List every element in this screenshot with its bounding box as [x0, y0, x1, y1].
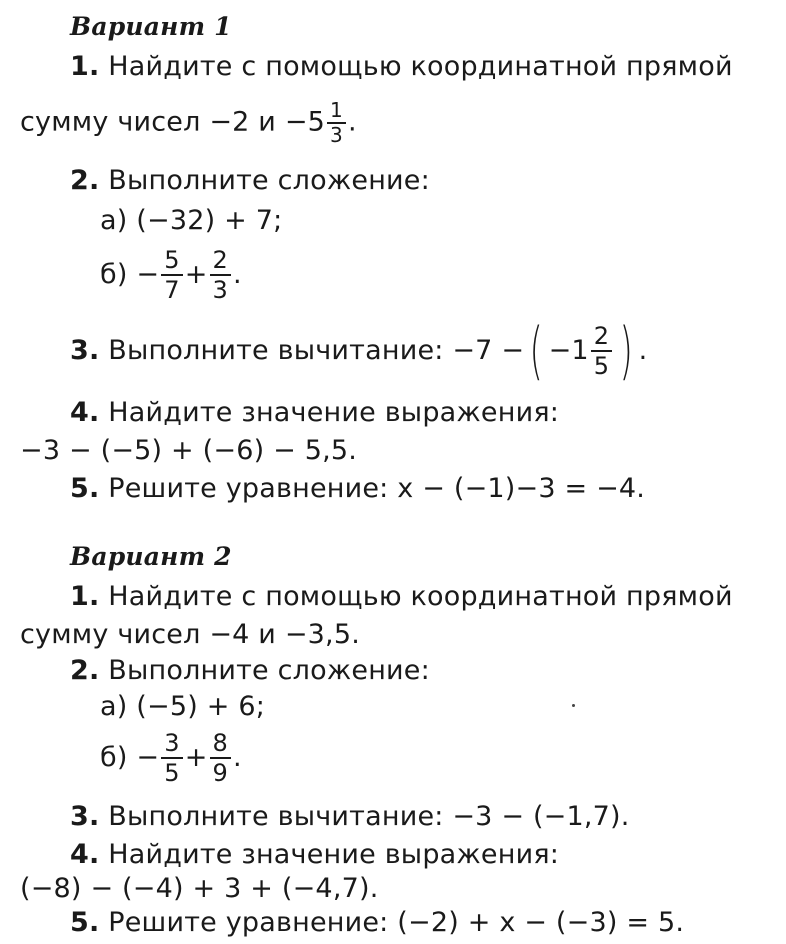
v2-task-2a: а) (−5) + 6; — [100, 691, 265, 722]
task-text: Найдите с помощью координатной прямой — [108, 51, 733, 82]
v2-task-5 — [70, 908, 684, 938]
v1-task-3 — [70, 316, 647, 386]
v1-task-5 — [70, 474, 645, 504]
item-label: б) — [100, 742, 128, 773]
task-number: 2. — [70, 165, 100, 196]
v2-task-3 — [70, 802, 630, 832]
punctuation: . — [233, 259, 242, 290]
fraction-numerator: 3 — [161, 730, 182, 759]
equation: x − (−1)−3 = −4. — [397, 473, 646, 504]
expression: −3 − (−1,7). — [452, 801, 630, 832]
task-number: 5. — [70, 473, 100, 504]
task-text: Найдите с помощью координатной прямой — [108, 581, 733, 612]
task-text: сумму чисел −2 и −5 — [20, 106, 326, 138]
v1-task-4 — [70, 398, 559, 428]
v1-task-2 — [70, 166, 430, 196]
fraction-denominator: 9 — [212, 759, 229, 787]
v1-task-1-line-1 — [70, 52, 776, 82]
fraction — [161, 247, 182, 303]
v2-task-4 — [70, 840, 559, 870]
minus-sign: − — [136, 259, 160, 290]
open-paren: ( — [529, 314, 544, 387]
fraction-denominator: 3 — [330, 123, 343, 147]
fraction — [591, 323, 612, 379]
task-number: 4. — [70, 397, 100, 428]
variant-1-heading: Вариант 1 — [70, 12, 232, 41]
fraction-numerator: 8 — [210, 730, 231, 759]
v1-task-2a: а) (−32) + 7; — [100, 205, 283, 236]
fraction-numerator: 5 — [161, 247, 182, 276]
fraction-numerator: 1 — [327, 100, 346, 124]
plus-sign: + — [184, 742, 208, 773]
task-number: 1. — [70, 581, 100, 612]
fraction — [210, 730, 231, 786]
fraction-numerator: 2 — [591, 323, 612, 352]
task-number: 2. — [70, 655, 100, 686]
task-text: Найдите значение выражения: — [108, 839, 560, 870]
v2-task-2b — [100, 728, 242, 788]
v1-task-1-line-2 — [20, 100, 357, 146]
close-paren: ) — [619, 314, 634, 387]
plus-sign: + — [184, 259, 208, 290]
equation: (−2) + x − (−3) = 5. — [397, 907, 685, 938]
task-number: 1. — [70, 51, 100, 82]
fraction — [210, 247, 231, 303]
task-text: Выполните сложение: — [108, 165, 430, 196]
task-number: 3. — [70, 801, 100, 832]
punctuation: . — [638, 335, 648, 366]
v2-task-1-line-2: сумму чисел −4 и −3,5. — [20, 619, 360, 650]
task-number: 4. — [70, 839, 100, 870]
v1-task-4-expression: −3 − (−5) + (−6) − 5,5. — [20, 435, 358, 466]
task-number: 3. — [70, 335, 100, 366]
task-number: 5. — [70, 907, 100, 938]
task-text: Выполните сложение: — [108, 655, 430, 686]
stray-dot — [572, 704, 575, 707]
fraction-denominator: 7 — [164, 276, 180, 304]
fraction-denominator: 3 — [212, 276, 229, 304]
task-text: Решите уравнение: — [108, 473, 389, 504]
task-text: Найдите значение выражения: — [108, 397, 560, 428]
fraction-denominator: 5 — [164, 759, 180, 787]
minus-sign: − — [136, 742, 160, 773]
item-label: б) — [100, 259, 128, 290]
variant-2-heading: Вариант 2 — [70, 542, 232, 571]
mixed-whole: −1 — [548, 335, 589, 366]
task-text: Выполните вычитание: — [108, 335, 444, 366]
v1-task-2b — [100, 245, 242, 305]
punctuation: . — [347, 106, 357, 138]
task-text: Решите уравнение: — [108, 907, 389, 938]
expression: −7 − — [452, 335, 525, 366]
fraction-numerator: 2 — [210, 247, 231, 276]
fraction-denominator: 5 — [593, 352, 610, 380]
v2-task-4-expression: (−8) − (−4) + 3 + (−4,7). — [20, 873, 379, 904]
fraction — [161, 730, 182, 786]
fraction — [327, 100, 346, 146]
v2-task-2 — [70, 656, 430, 686]
task-text: Выполните вычитание: — [108, 801, 444, 832]
punctuation: . — [233, 742, 242, 773]
v2-task-1-line-1 — [70, 582, 776, 612]
